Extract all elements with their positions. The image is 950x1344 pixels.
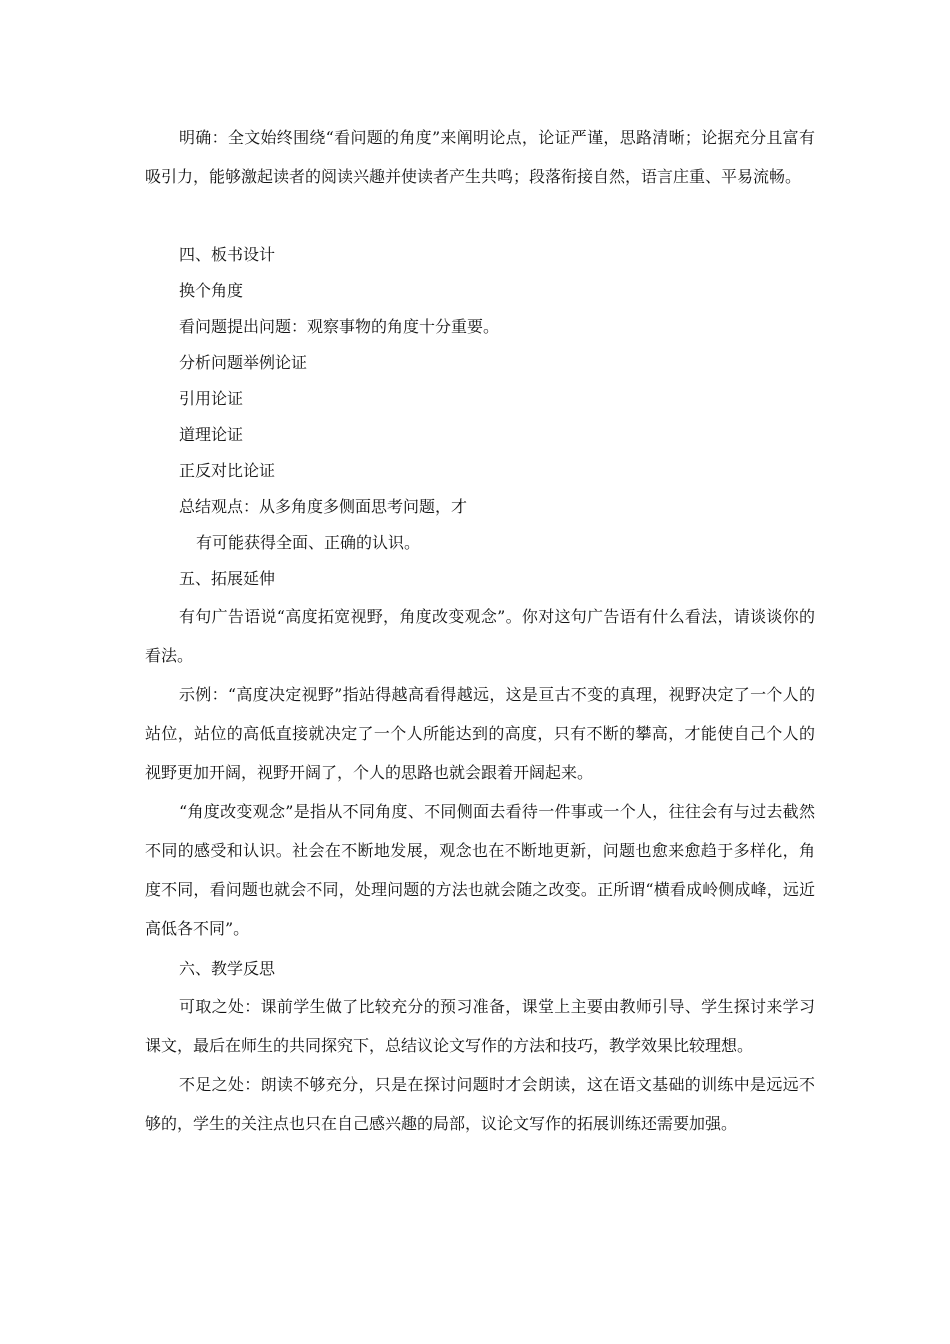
board-line-1: 换个角度: [179, 281, 244, 300]
paragraph-angle-concept: “角度改变观念”是指从不同角度、不同侧面去看待一件事或一个人，往往会有与过去截然不同的感受和认识。社会在不断地发展，观念也在不断地更新，问题也愈来愈趋于多样化，角度不同，看问题也就会不同，处理问题的方法也就会随之改变。正所谓“横看成岭侧成峰，远近高低各不同”。: [145, 802, 815, 938]
board-line-7: 总结观点：从多角度多侧面思考问题，才: [179, 497, 468, 516]
board-line-8: 有可能获得全面、正确的认识。: [196, 533, 421, 552]
paragraph-example-height: 示例：“高度决定视野”指站得越高看得越远，这是亘古不变的真理，视野决定了一个人的站位，站位的高低直接就决定了一个人所能达到的高度，只有不断的攀高，才能使自己个人的视野更加开阔，视野开阔了，个人的思路也就会跟着开阔起来。: [145, 685, 815, 782]
board-line-2: 看问题提出问题：观察事物的角度十分重要。: [179, 317, 500, 336]
board-line-6: 正反对比论证: [179, 461, 276, 480]
section-heading-reflection: 六、教学反思: [179, 959, 276, 978]
paragraph-conclusion: 明确：全文始终围绕“看问题的角度”来阐明论点，论证严谨，思路清晰；论据充分且富有吸引力，能够激起读者的阅读兴趣并使读者产生共鸣；段落衔接自然，语言庄重、平易流畅。: [145, 128, 815, 186]
section-heading-board-design: 四、板书设计: [179, 245, 276, 264]
board-line-3: 分析问题举例论证: [179, 353, 308, 372]
section-heading-extension: 五、拓展延伸: [179, 569, 276, 588]
paragraph-weaknesses: 不足之处：朗读不够充分，只是在探讨问题时才会朗读，这在语文基础的训练中是远远不够的，学生的关注点也只在自己感兴趣的局部，议论文写作的拓展训练还需要加强。: [145, 1075, 815, 1133]
paragraph-strengths: 可取之处：课前学生做了比较充分的预习准备，课堂上主要由教师引导、学生探讨来学习课文，最后在师生的共同探究下，总结议论文写作的方法和技巧，教学效果比较理想。: [145, 997, 815, 1055]
paragraph-ad-question: 有句广告语说“高度拓宽视野，角度改变观念”。你对这句广告语有什么看法，请谈谈你的看法。: [145, 607, 815, 665]
board-line-5: 道理论证: [179, 425, 244, 444]
board-line-4: 引用论证: [179, 389, 244, 408]
